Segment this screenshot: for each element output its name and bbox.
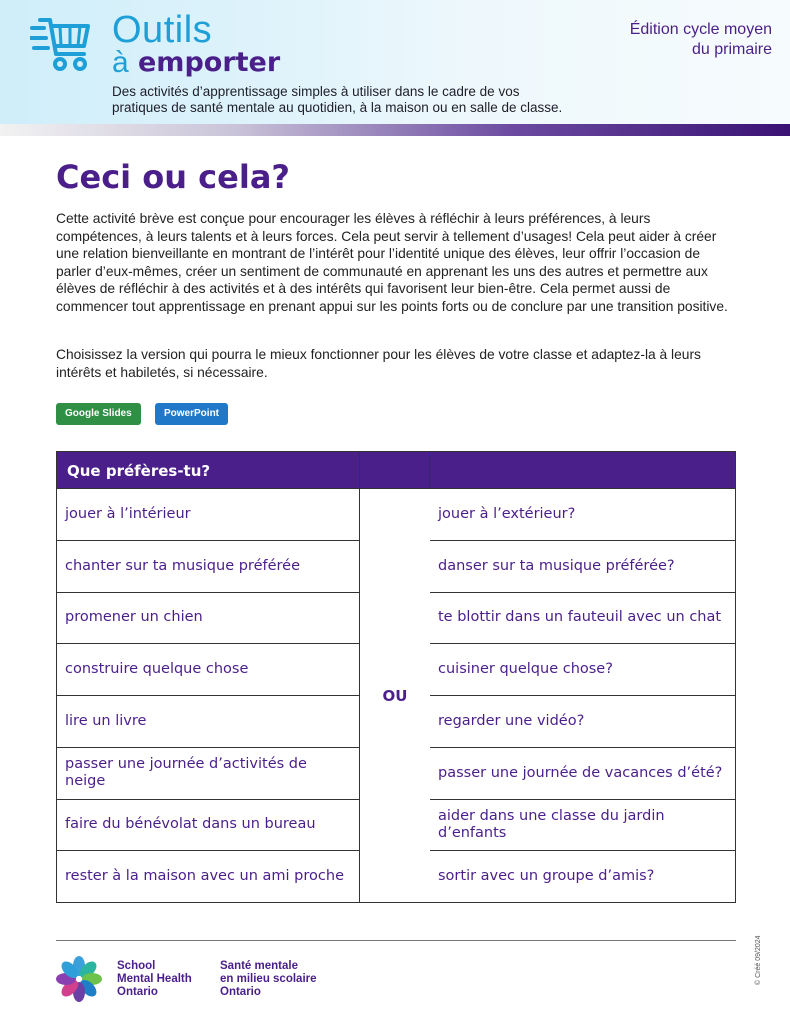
choice-table — [56, 451, 736, 903]
table-cell-right: cuisiner quelque chose? — [430, 644, 736, 696]
footer-en-line-2: Mental Health — [117, 973, 192, 985]
google-slides-button[interactable]: Google Slides — [56, 403, 141, 425]
edition-line-1: Édition cycle moyen — [629, 21, 772, 38]
table-cell-left: jouer à l’intérieur — [56, 489, 360, 541]
table-cell-left: promener un chien — [56, 593, 360, 645]
table-cell-left: lire un livre — [56, 696, 360, 748]
creation-date-note: © Créé 09/2024 — [755, 935, 762, 985]
tagline-line-1: Des activités d’apprentissage simples à utiliser dans le cadre de vos — [112, 84, 520, 99]
footer-fr-line-2: en milieu scolaire — [220, 973, 317, 985]
shopping-cart-icon — [30, 14, 92, 76]
footer-divider — [56, 940, 736, 941]
header — [0, 0, 790, 124]
table-cell-left: construire quelque chose — [56, 644, 360, 696]
intro-paragraph: Cette activité brève est conçue pour encourager les élèves à réfléchir à leurs préférences, à leurs compétences, à leurs talents et à leurs forces. Cela peut servir à tellement d’usages! Cela peut aider à créer une relation bienveillante en montrant de l’intérêt pour l’identité unique des élèves, leur offrir l’occasion de parler d’eux-mêmes, créer un sentiment de communauté en apprenant les uns des autres et permettre aux élèves de réfléchir à des activités et à des intérêts qui favorisent leur bien-être. Cela permet aussi de commencer tout apprentissage en prenant appui sur les points forts ou de conclure par une transition positive. — [56, 211, 728, 314]
footer-org-name-english — [117, 960, 192, 999]
footer-fr-line-3: Ontario — [220, 986, 261, 998]
powerpoint-button[interactable]: PowerPoint — [155, 403, 228, 425]
tagline-line-2: pratiques de santé mentale au quotidien, à la maison ou en salle de classe. — [112, 100, 563, 115]
page-title: Ceci ou cela? — [56, 158, 290, 196]
or-label: OU — [360, 489, 430, 903]
table-header-label: Que préfères-tu? — [67, 462, 211, 480]
edition-line-2: du primaire — [691, 41, 772, 58]
table-header-middle — [360, 451, 430, 489]
table-cell-left: faire du bénévolat dans un bureau — [56, 800, 360, 852]
footer-en-line-1: School — [117, 960, 156, 972]
table-cell-right: sortir avec un groupe d’amis? — [430, 851, 736, 903]
left-choices-column — [56, 489, 360, 903]
table-cell-left: rester à la maison avec un ami proche — [56, 851, 360, 903]
table-cell-left: chanter sur ta musique préférée — [56, 541, 360, 593]
table-cell-right: jouer à l’extérieur? — [430, 489, 736, 541]
table-cell-right: regarder une vidéo? — [430, 696, 736, 748]
logo-a: à — [112, 46, 129, 79]
footer-fr-line-1: Santé mentale — [220, 960, 298, 972]
header-divider-bar — [0, 124, 790, 136]
table-cell-right: danser sur ta musique préférée? — [430, 541, 736, 593]
table-cell-left: passer une journée d’activités de neige — [56, 748, 360, 800]
edition-label — [630, 20, 772, 60]
tagline — [112, 84, 632, 116]
table-cell-right: passer une journée de vacances d’été? — [430, 748, 736, 800]
logo-emporter: emporter — [138, 47, 281, 78]
footer-org-name-french — [220, 960, 317, 999]
instructions-paragraph: Choisissez la version qui pourra le mieux fonctionner pour les élèves de votre classe et adaptez-la à leurs intérêts et habiletés, si nécessaire. — [56, 347, 701, 380]
right-choices-column — [430, 489, 736, 903]
table-header-right — [430, 451, 736, 489]
logo-outils: Outils — [112, 9, 213, 51]
table-header-left — [56, 451, 360, 489]
smho-flower-logo-icon — [56, 956, 102, 1002]
footer-en-line-3: Ontario — [117, 986, 158, 998]
table-cell-right: te blottir dans un fauteuil avec un chat — [430, 593, 736, 645]
table-cell-right: aider dans une classe du jardin d’enfants — [430, 800, 736, 852]
